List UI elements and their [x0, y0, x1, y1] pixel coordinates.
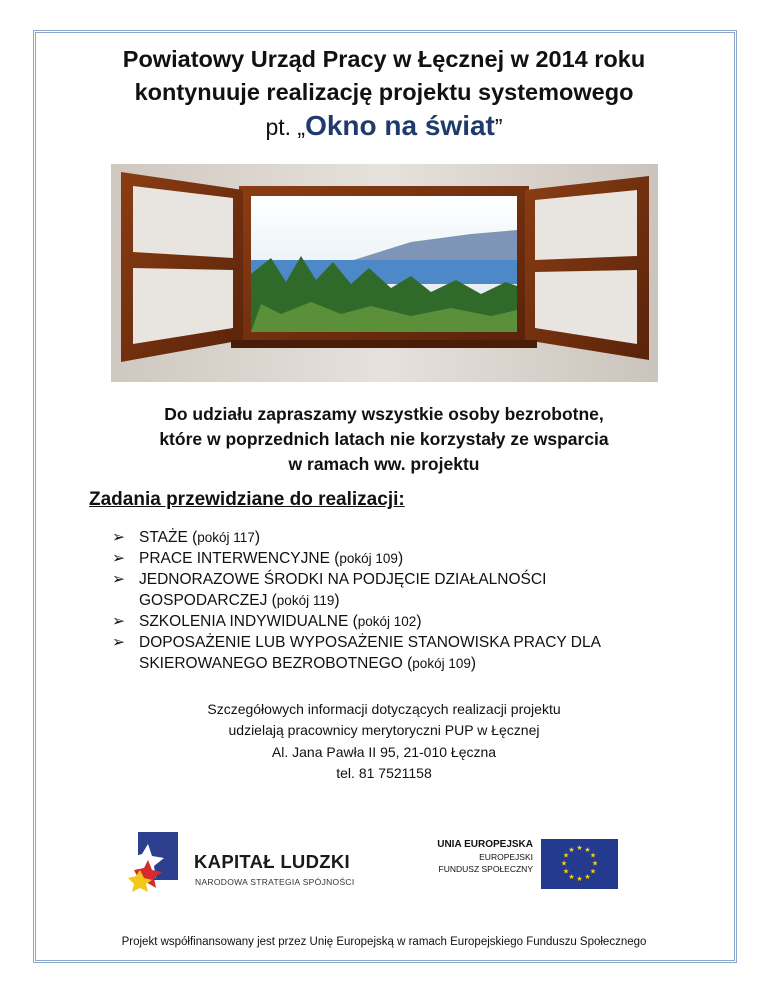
list-item	[112, 632, 672, 674]
svg-text:★: ★	[589, 867, 597, 876]
svg-text:★: ★	[584, 873, 591, 881]
svg-text:★: ★	[576, 875, 583, 883]
arrow-bullet-icon: ➢	[112, 550, 125, 567]
tasks-list	[112, 527, 672, 674]
task-label: DOPOSAŻENIE LUB WYPOSAŻENIE STANOWISKA PRACY DLA SKIEROWANEGO BEZROBOTNEGO (	[139, 634, 601, 672]
task-label: SZKOLENIA INDYWIDUALNE (	[139, 613, 358, 630]
info-line-2: udzielają pracownicy merytoryczni PUP w Łęcznej	[228, 722, 540, 738]
info-line-1: Szczegółowych informacji dotyczących realizacji projektu	[207, 701, 561, 717]
headline-line-1: Powiatowy Urząd Pracy w Łęcznej w 2014 roku	[122, 46, 646, 72]
headline-suffix: ”	[494, 114, 503, 140]
tasks-heading: Zadania przewidziane do realizacji:	[89, 489, 405, 510]
task-close: )	[334, 592, 340, 609]
task-close: )	[416, 613, 422, 630]
svg-text:★: ★	[589, 851, 597, 860]
task-close: )	[254, 529, 260, 546]
invite-line-2: które w poprzednich latach nie korzystały ze wsparcia	[159, 429, 609, 449]
task-room: pokój 117	[197, 530, 255, 545]
kl-subtitle: NARODOWA STRATEGIA SPÓJNOŚCI	[195, 877, 355, 887]
headline-line-3	[0, 110, 768, 142]
project-name: Okno na świat	[305, 110, 495, 141]
svg-text:★: ★	[591, 859, 599, 868]
headline-line-2: kontynuuje realizację projektu systemowego	[134, 79, 634, 105]
invite-line-3: w ramach ww. projektu	[288, 454, 480, 474]
task-label: JEDNORAZOWE ŚRODKI NA PODJĘCIE DZIAŁALNOŚCI GOSPODARCZEJ (	[139, 571, 547, 609]
open-window-photo	[111, 164, 658, 382]
task-close: )	[470, 655, 477, 672]
eu-line-2: EUROPEJSKI	[479, 852, 533, 862]
arrow-bullet-icon: ➢	[112, 613, 125, 630]
svg-text:★: ★	[560, 859, 568, 868]
task-label: PRACE INTERWENCYJNE (	[139, 550, 340, 567]
list-item	[112, 527, 672, 548]
task-room: pokój 109	[412, 656, 471, 671]
address: Al. Jana Pawła II 95, 21-010 Łęczna	[271, 744, 497, 760]
task-room: pokój 119	[276, 593, 335, 608]
svg-text:★: ★	[562, 851, 570, 860]
eu-line-1: UNIA EUROPEJSKA	[437, 839, 533, 850]
footer-note: Projekt współfinansowany jest przez Unię Europejską w ramach Europejskiego Funduszu Społecznego	[121, 936, 647, 948]
svg-text:★: ★	[584, 846, 591, 854]
invite-line-1: Do udziału zapraszamy wszystkie osoby bezrobotne,	[164, 404, 604, 424]
list-item	[112, 548, 672, 569]
eu-text	[410, 839, 533, 875]
arrow-bullet-icon: ➢	[112, 634, 125, 651]
eu-flag-icon	[541, 839, 618, 889]
svg-text:★: ★	[576, 844, 583, 852]
svg-text:★: ★	[568, 846, 575, 854]
task-close: )	[397, 550, 404, 567]
arrow-bullet-icon: ➢	[112, 571, 125, 588]
kapital-ludzki-logo	[128, 832, 180, 892]
task-room: pokój 109	[339, 551, 398, 566]
kl-title: KAPITAŁ LUDZKI	[194, 851, 350, 872]
phone: tel. 81 7521158	[336, 765, 432, 781]
task-label: STAŻE (	[139, 529, 198, 546]
list-item	[112, 611, 672, 632]
svg-text:★: ★	[562, 867, 570, 876]
svg-text:★: ★	[568, 873, 575, 881]
arrow-bullet-icon: ➢	[112, 529, 125, 546]
eu-line-3: FUNDUSZ SPOŁECZNY	[438, 864, 533, 874]
list-item	[112, 569, 672, 611]
task-room: pokój 102	[357, 614, 417, 629]
headline-prefix: pt. „	[265, 114, 306, 140]
